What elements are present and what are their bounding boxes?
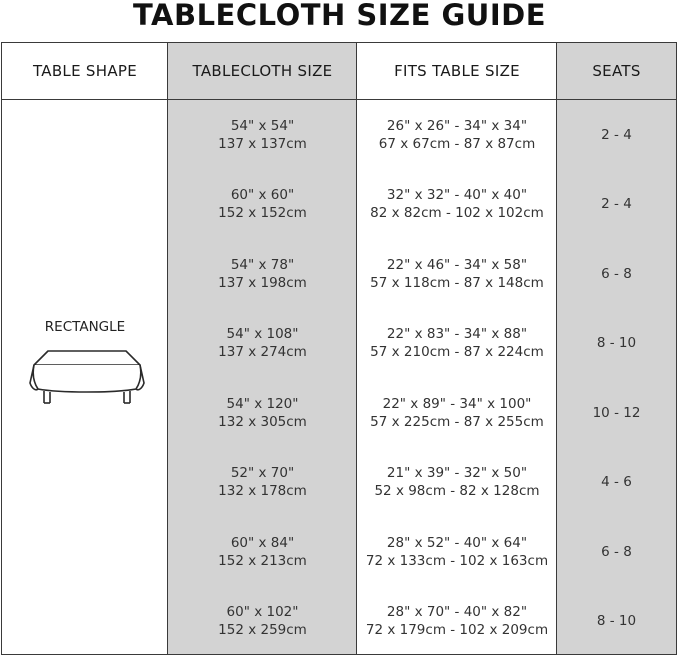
seats-cell (557, 448, 676, 518)
tablecloth-size-cell (168, 239, 357, 309)
seats-cell (557, 587, 676, 657)
fits-table-size-cell-text: 28" x 70" - 40" x 82" (386, 604, 528, 621)
fits-table-size-cell-text: 21" x 39" - 32" x 50" (386, 465, 528, 482)
fits-table-size-cell-text: 52 x 98cm - 82 x 128cm (374, 483, 540, 500)
tablecloth-size-cell (168, 587, 357, 657)
seats-cell-text: 4 - 6 (601, 474, 632, 491)
seats-cell (557, 517, 676, 587)
seats-cell-text: 8 - 10 (596, 613, 637, 630)
shape-label: RECTANGLE (44, 319, 126, 335)
tablecloth-size-cell-text: 54" x 108" (226, 326, 299, 343)
fits-table-size-cell-text: 57 x 210cm - 87 x 224cm (370, 344, 544, 361)
seats-cell-text: 2 - 4 (601, 126, 632, 143)
tablecloth-size-cell (168, 309, 357, 379)
fits-table-size-cell (357, 587, 557, 657)
fits-table-size-cell-text: 72 x 133cm - 102 x 163cm (365, 552, 549, 569)
fits-table-size-cell-text: 22" x 89" - 34" x 100" (382, 395, 532, 412)
seats-cell-text: 10 - 12 (592, 404, 641, 421)
seats-cell-text: 6 - 8 (601, 543, 632, 560)
tablecloth-size-cell-text: 137 x 274cm (218, 344, 307, 361)
tablecloth-size-cell-text: 54" x 54" (230, 117, 295, 134)
tablecloth-size-cell-text: 52" x 70" (230, 465, 295, 482)
fits-table-size-cell (357, 448, 557, 518)
header-fits-table-size: FITS TABLE SIZE (394, 62, 520, 80)
tablecloth-size-cell-text: 152 x 259cm (218, 622, 307, 639)
tablecloth-size-cell-text: 132 x 178cm (218, 483, 307, 500)
tablecloth-size-cell (168, 170, 357, 240)
fits-table-size-cell (357, 517, 557, 587)
size-rows (2, 100, 676, 654)
header-table-shape: TABLE SHAPE (32, 62, 138, 80)
tablecloth-size-cell (168, 100, 357, 170)
fits-table-size-cell (357, 239, 557, 309)
fits-table-size-cell-text: 22" x 83" - 34" x 88" (386, 326, 528, 343)
fits-table-size-cell (357, 378, 557, 448)
seats-cell-text: 6 - 8 (601, 265, 632, 282)
fits-table-size-cell-text: 72 x 179cm - 102 x 209cm (365, 622, 549, 639)
seats-cell (557, 170, 676, 240)
fits-table-size-cell-text: 82 x 82cm - 102 x 102cm (370, 205, 544, 222)
tablecloth-size-cell (168, 448, 357, 518)
fits-table-size-cell-text: 67 x 67cm - 87 x 87cm (378, 135, 536, 152)
fits-table-size-cell-text: 57 x 225cm - 87 x 255cm (370, 413, 544, 430)
seats-cell-text: 8 - 10 (596, 335, 637, 352)
seats-cell (557, 100, 676, 170)
fits-table-size-cell (357, 309, 557, 379)
fits-table-size-cell (357, 100, 557, 170)
fits-table-size-cell-text: 22" x 46" - 34" x 58" (386, 256, 528, 273)
header-tablecloth-size: TABLECLOTH SIZE (192, 62, 333, 80)
tablecloth-size-cell-text: 152 x 152cm (218, 205, 307, 222)
fits-table-size-cell-text: 26" x 26" - 34" x 34" (386, 117, 528, 134)
fits-table-size-cell-text: 28" x 52" - 40" x 64" (386, 534, 528, 551)
fits-table-size-cell (357, 170, 557, 240)
tablecloth-size-cell-text: 137 x 137cm (218, 135, 307, 152)
seats-cell (557, 378, 676, 448)
tablecloth-size-cell-text: 60" x 60" (230, 187, 295, 204)
header-seats: SEATS (592, 62, 641, 80)
size-guide-table (1, 42, 677, 655)
tablecloth-size-cell (168, 517, 357, 587)
tablecloth-size-cell-text: 54" x 78" (230, 256, 295, 273)
tablecloth-size-cell-text: 60" x 102" (226, 604, 299, 621)
seats-cell (557, 239, 676, 309)
fits-table-size-cell-text: 32" x 32" - 40" x 40" (386, 187, 528, 204)
tablecloth-size-cell-text: 60" x 84" (230, 534, 295, 551)
page-title: TABLECLOTH SIZE GUIDE (132, 0, 547, 32)
tablecloth-size-cell-text: 152 x 213cm (218, 552, 307, 569)
tablecloth-size-cell-text: 132 x 305cm (218, 413, 307, 430)
fits-table-size-cell-text: 57 x 118cm - 87 x 148cm (370, 274, 544, 291)
tablecloth-size-cell-text: 137 x 198cm (218, 274, 307, 291)
tablecloth-size-cell-text: 54" x 120" (226, 395, 299, 412)
seats-cell-text: 2 - 4 (601, 196, 632, 213)
seats-cell (557, 309, 676, 379)
tablecloth-size-cell (168, 378, 357, 448)
